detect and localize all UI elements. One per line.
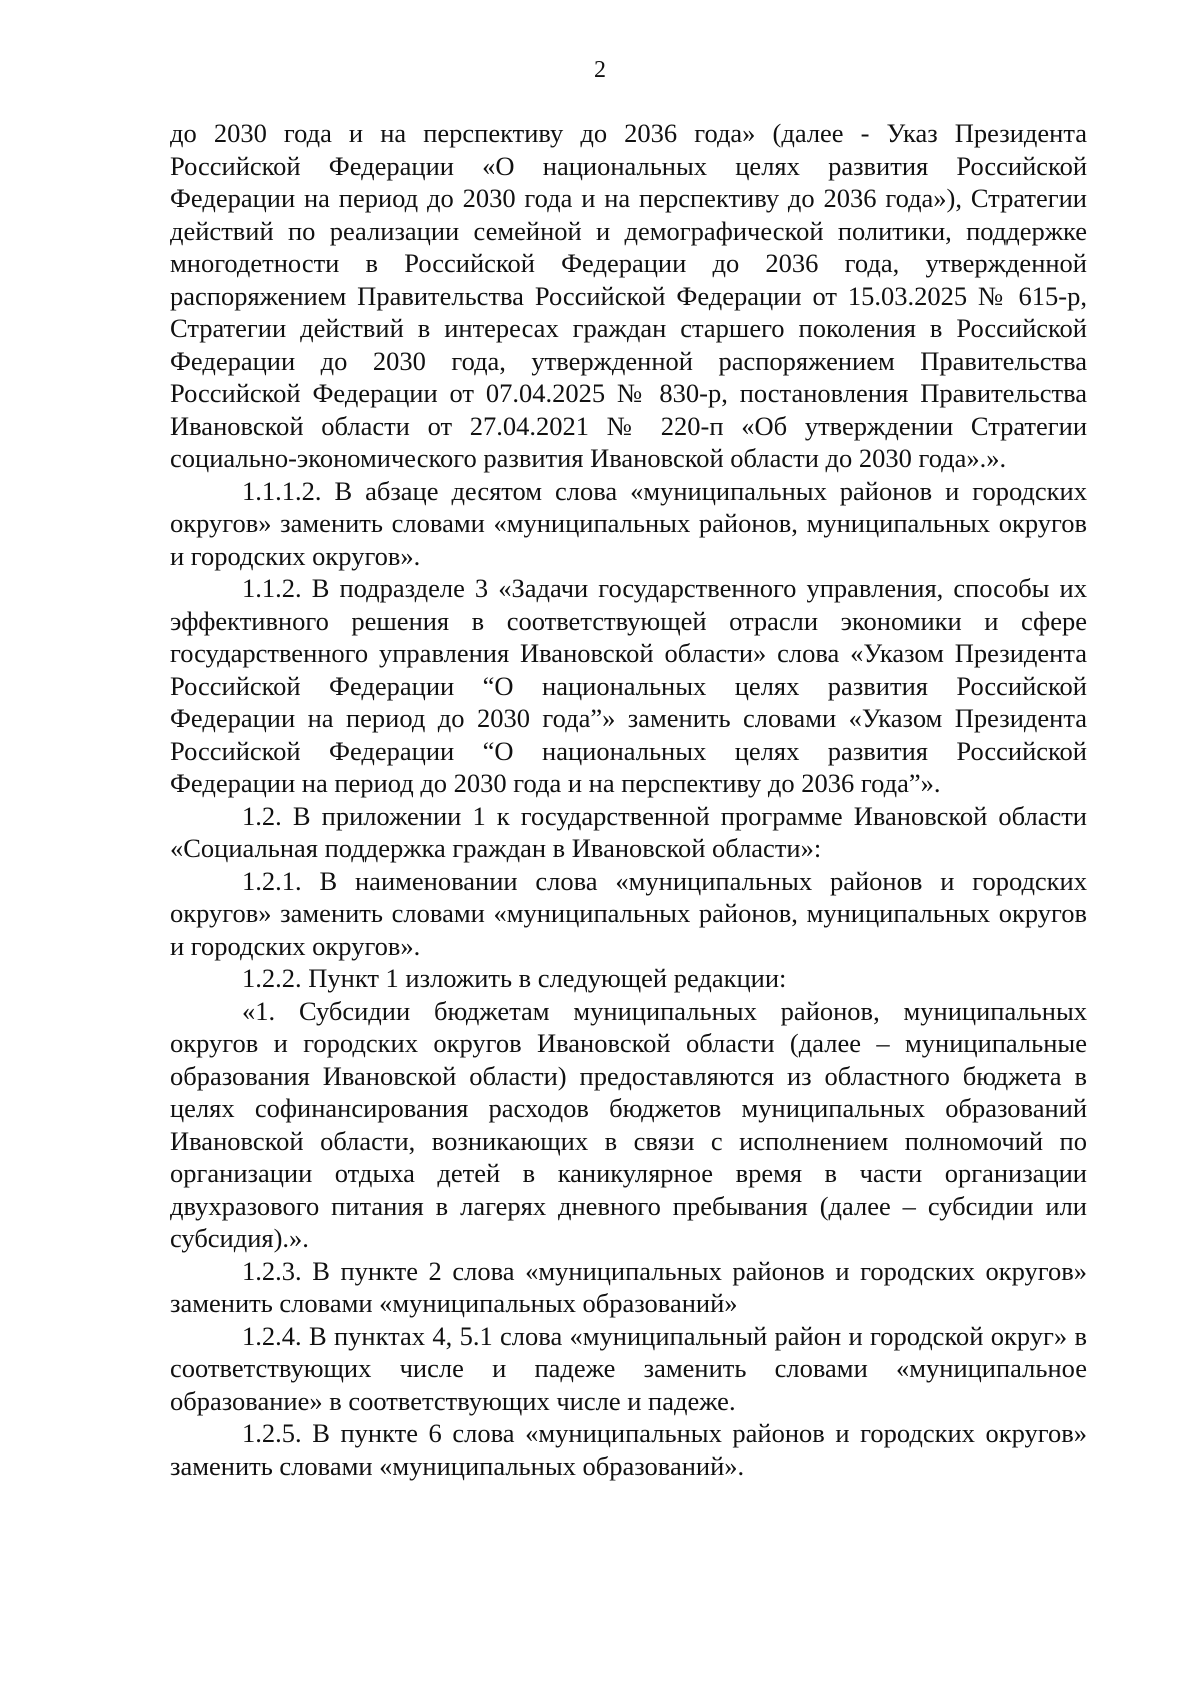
paragraph-continuation: до 2030 года и на перспективу до 2036 года» (далее - Указ Президента Российской Федерации «О национальных целях развития Российской Федерации на период до 2030 года и на перспективу до 2036 года»), Стратегии действий по реализации семейной и демографической политики, поддержке многодетности в Российской Федерации до 2036 года, утвержденной распоряжением Правительства Российской Федерации от 15.03.2025 № 615-р, Стратегии действий в интересах граждан старшего поколения в Российской Федерации до 2030 года, утвержденной распоряжением Правительства Российской Федерации от 07.04.2025 № 830-р, постановления Правительства Ивановской области от 27.04.2021 № 220-п «Об утверждении Стратегии социально-экономического развития Ивановской области до 2030 года».». <box>170 118 1087 473</box>
paragraph-1-1-2: 1.1.2. В подразделе 3 «Задачи государственного управления, способы их эффективного решения в соответствующей отрасли экономики и сфере государственного управления Ивановской области» слова «Указом Президента Российской Федерации “О национальных целях развития Российской Федерации на период до 2030 года”» заменить словами «Указом Президента Российской Федерации “О национальных целях развития Российской Федерации на период до 2030 года и на перспективу до 2036 года”». <box>170 573 1087 798</box>
paragraph-1-2: 1.2. В приложении 1 к государственной программе Ивановской области «Социальная поддержка граждан в Ивановской области»: <box>170 800 1087 863</box>
document-body <box>170 117 1087 1482</box>
paragraph-1-2-1: 1.2.1. В наименовании слова «муниципальных районов и городских округов» заменить словами «муниципальных районов, муниципальных округов и городских округов». <box>170 865 1087 961</box>
paragraph-quoted-item-1: «1. Субсидии бюджетам муниципальных районов, муниципальных округов и городских округов Ивановской области (далее – муниципальные образования Ивановской области) предоставляются из областного бюджета в целях софинансирования расходов бюджетов муниципальных образований Ивановской области, возникающих в связи с исполнением полномочий по организации отдыха детей в каникулярное время в части организации двухразового питания в лагерях дневного пребывания (далее – субсидии или субсидия).». <box>170 995 1087 1253</box>
paragraph-1-1-1-2: 1.1.1.2. В абзаце десятом слова «муниципальных районов и городских округов» заменить словами «муниципальных районов, муниципальных округов и городских округов». <box>170 475 1087 571</box>
paragraph-1-2-3: 1.2.3. В пункте 2 слова «муниципальных районов и городских округов» заменить словами «муниципальных образований» <box>170 1255 1087 1318</box>
paragraph-1-2-4: 1.2.4. В пунктах 4, 5.1 слова «муниципальный район и городской округ» в соответствующих числе и падеже заменить словами «муниципальное образование» в соответствующих числе и падеже. <box>170 1320 1087 1416</box>
paragraph-1-2-2: 1.2.2. Пункт 1 изложить в следующей редакции: <box>242 963 787 993</box>
paragraph-1-2-5: 1.2.5. В пункте 6 слова «муниципальных районов и городских округов» заменить словами «муниципальных образований». <box>170 1418 1087 1481</box>
page-number: 2 <box>594 57 606 83</box>
